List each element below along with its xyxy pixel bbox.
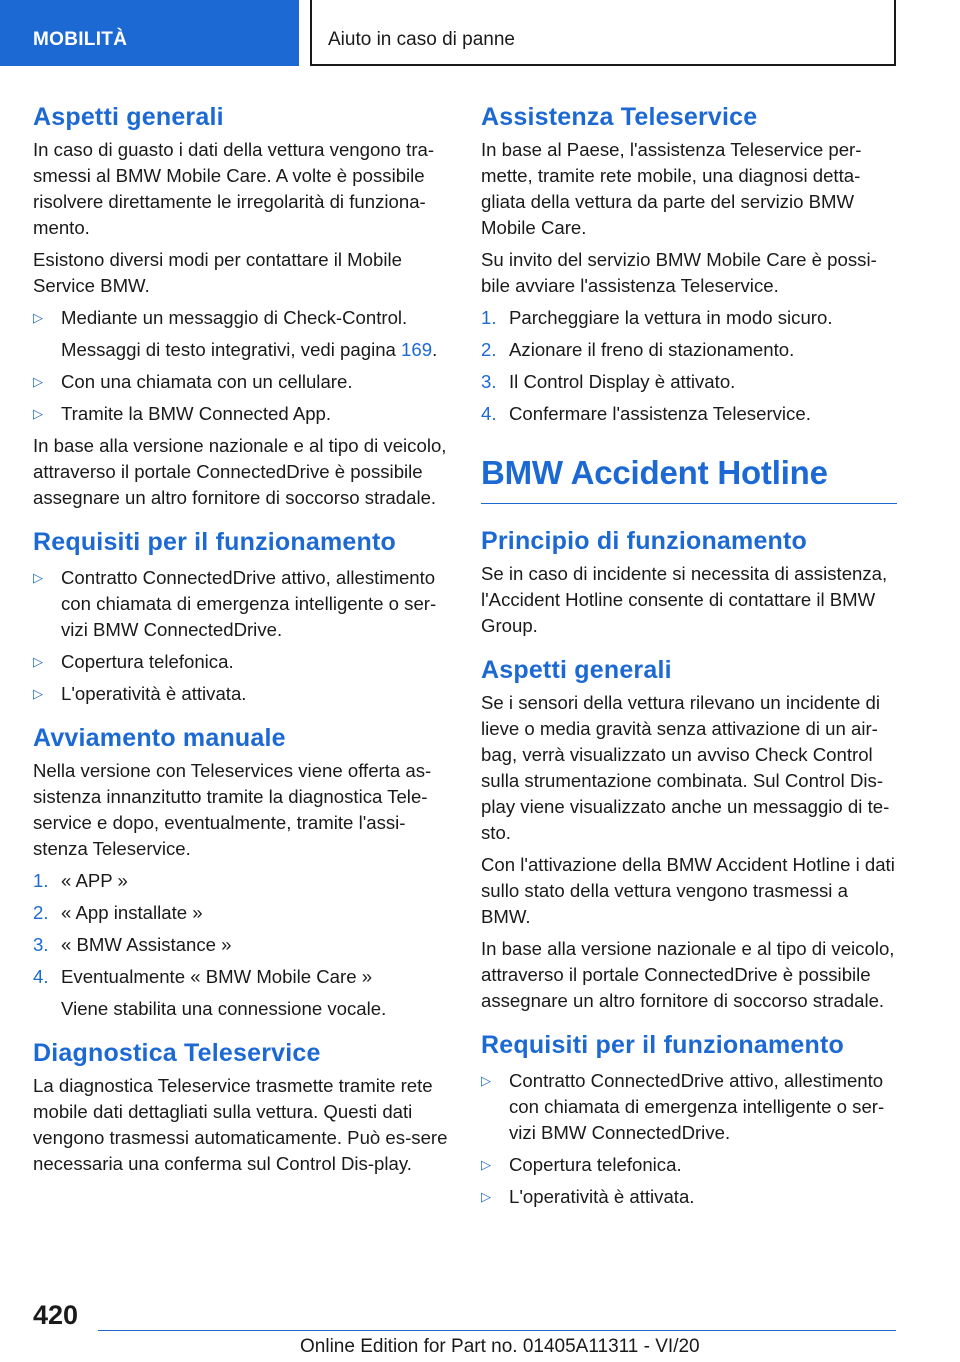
list-item [33,369,449,395]
bullet-triangle-icon: ▷ [33,374,43,389]
bullet-list [481,1068,897,1210]
list-item-text: Azionare il freno di stazionamento. [509,339,795,360]
numbered-list [481,305,897,427]
page-number: 420 [33,1300,79,1330]
list-item [481,369,897,395]
list-item [33,401,449,427]
bullet-triangle-icon: ▷ [33,570,43,585]
step-number: 3. [481,371,497,392]
list-item [481,337,897,363]
list-item-text: « BMW Assistance » [61,934,232,955]
page-reference-link[interactable]: 169 [401,339,433,360]
bullet-list [33,565,449,707]
bullet-triangle-icon: ▷ [481,1189,491,1204]
list-item-text: « APP » [61,870,128,891]
bullet-list [33,305,449,427]
bullet-triangle-icon: ▷ [33,310,43,325]
list-item-text: L'operatività è attivata. [61,683,247,704]
topic-tab: Aiuto in caso di panne [310,0,896,66]
bullet-triangle-icon: ▷ [481,1157,491,1172]
list-item-subtext [61,337,449,363]
paragraph: In base al Paese, l'assistenza Teleservice per-mette, tramite rete mobile, una diagnosi detta-gliata della vettura da parte del servizio BMW Mobile Care. [481,139,862,238]
step-number: 4. [33,966,49,987]
page-header [0,0,960,66]
list-item-text: Tramite la BMW Connected App. [61,403,332,424]
bullet-triangle-icon: ▷ [33,406,43,421]
step-number: 2. [481,339,497,360]
list-item-text: Con una chiamata con un cellulare. [61,371,353,392]
bullet-triangle-icon: ▷ [33,654,43,669]
heading-avviamento-manuale: Avviamento manuale [33,724,286,752]
list-item [481,1068,897,1146]
heading-requisiti: Requisiti per il funzionamento [481,1031,844,1059]
step-number: 2. [33,902,49,923]
period: . [432,339,438,360]
list-item-text: L'operatività è attivata. [509,1186,695,1207]
paragraph: In base alla versione nazionale e al tipo di veicolo, attraverso il portale ConnectedDrive è possibile assegnare un altro fornitore di soccorso stradale. [481,938,895,1011]
paragraph: In caso di guasto i dati della vettura vengono tra-smessi al BMW Mobile Care. A volte è possibile risolvere direttamente le irregolarità di funziona-mento. [33,139,435,238]
list-item [33,900,449,926]
numbered-list [33,868,449,1022]
paragraph: Esistono diversi modi per contattare il Mobile Service BMW. [33,249,402,296]
paragraph: La diagnostica Teleservice trasmette tramite rete mobile dati dettagliati sulla vettura. Questi dati vengono trasmessi automaticamente. Può es-sere necessaria una conferma sul Control Dis-play. [33,1075,448,1174]
list-item-text: « App installate » [61,902,203,923]
list-item-text: Confermare l'assistenza Teleservice. [509,403,811,424]
paragraph: In base alla versione nazionale e al tipo di veicolo, attraverso il portale ConnectedDrive è possibile assegnare un altro fornitore di soccorso stradale. [33,435,447,508]
list-item [481,401,897,427]
list-item [481,1152,897,1178]
list-item-text: Copertura telefonica. [509,1154,682,1175]
bullet-triangle-icon: ▷ [33,686,43,701]
section-tab: MOBILITÀ [0,0,299,66]
heading-requisiti: Requisiti per il funzionamento [33,528,396,556]
paragraph: Se in caso di incidente si necessita di assistenza, l'Accident Hotline consente di contattare il BMW Group. [481,563,888,636]
list-item [33,868,449,894]
list-item [33,681,449,707]
list-item [33,565,449,643]
step-number: 4. [481,403,497,424]
bullet-triangle-icon: ▷ [481,1073,491,1088]
heading-assistenza-teleservice: Assistenza Teleservice [481,103,758,131]
paragraph: Su invito del servizio BMW Mobile Care è possi-bile avviare l'assistenza Teleservice. [481,249,877,296]
left-column [33,100,449,1183]
list-item-text: Mediante un messaggio di Check-Control. [61,307,408,328]
list-item [33,964,449,1022]
sub-text: Messaggi di testo integrativi, vedi pagina [61,339,402,360]
step-number: 3. [33,934,49,955]
list-item-text: Copertura telefonica. [61,651,234,672]
list-item-text: Il Control Display è attivato. [509,371,736,392]
list-item-text: Eventualmente « BMW Mobile Care » [61,966,373,987]
footer-divider [98,1330,896,1331]
list-item-subtext: Viene stabilita una connessione vocale. [61,998,387,1019]
list-item-text: Contratto ConnectedDrive attivo, allestimento con chiamata di emergenza intelligente o ser-vizi BMW ConnectedDrive. [509,1070,885,1143]
step-number: 1. [33,870,49,891]
list-item-text: Contratto ConnectedDrive attivo, allestimento con chiamata di emergenza intelligente o ser-vizi BMW ConnectedDrive. [61,567,437,640]
heading-aspetti-generali: Aspetti generali [481,656,672,684]
chapter-title: BMW Accident Hotline [481,433,897,504]
paragraph: Se i sensori della vettura rilevano un incidente di lieve o media gravità senza attivazione di un air-bag, verrà visualizzato un avviso Check Control sulla strumentazione combinata. Sul Control Dis-play viene visualizzato anche un messaggio di te-sto. [481,692,890,843]
paragraph: Nella versione con Teleservices viene offerta as-sistenza innanzitutto tramite la diagnostica Tele-service e dopo, eventualmente, tramite l'assi-stenza Teleservice. [33,760,432,859]
heading-principio: Principio di funzionamento [481,527,808,555]
list-item [33,305,449,363]
list-item [33,649,449,675]
edition-note: Online Edition for Part no. 01405A11311 - VI/20 [300,1336,700,1357]
list-item-text: Parcheggiare la vettura in modo sicuro. [509,307,833,328]
right-column [481,100,897,1216]
list-item [481,305,897,331]
heading-diagnostica-teleservice: Diagnostica Teleservice [33,1039,321,1067]
list-item [481,1184,897,1210]
list-item [33,932,449,958]
paragraph: Con l'attivazione della BMW Accident Hotline i dati sullo stato della vettura vengono trasmessi a BMW. [481,854,895,927]
step-number: 1. [481,307,497,328]
heading-aspetti-generali: Aspetti generali [33,103,224,131]
